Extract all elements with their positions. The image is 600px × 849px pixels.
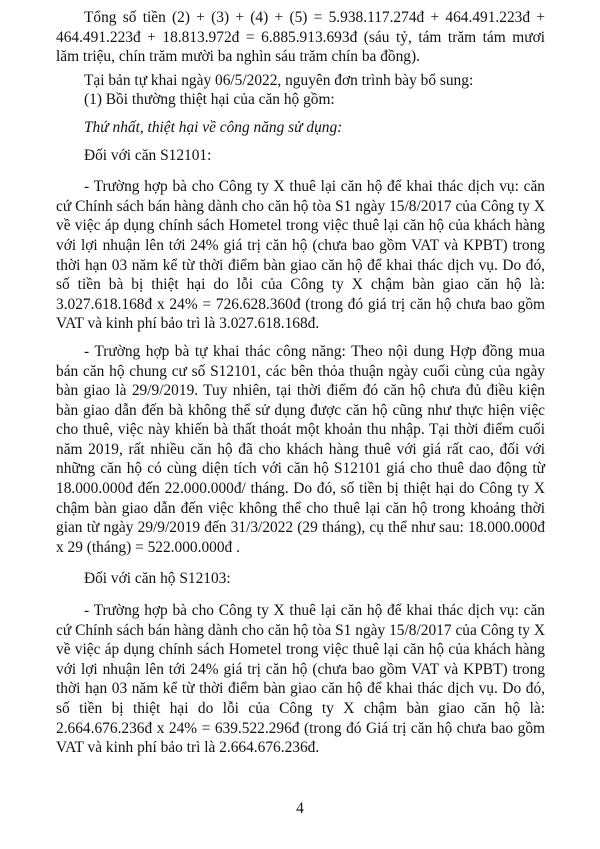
total-amount-paragraph: Tổng số tiền (2) + (3) + (4) + (5) = 5.938.117.274đ + 464.491.223đ + 464.491.223đ + 18.813.972đ = 6.885.913.693đ (sáu tỷ, tám trăm tám mươi lăm triệu, chín trăm mười ba nghìn sáu trăm chín ba đồng). bbox=[56, 9, 545, 66]
s12101-lease-to-company-paragraph: - Trường hợp bà cho Công ty X thuê lại căn hộ để khai thác dịch vụ: căn cứ Chính sách bán hàng dành cho căn hộ tòa S1 ngày 15/8/2017 của Công ty X về việc áp dụng chính sách Hometel trong việc thuê lại căn hộ của khách hàng với lợi nhuận lên tới 24% giá trị căn hộ (chưa bao gồm VAT và KPBT) trong thời hạn 03 năm kể từ thời điểm bàn giao căn hộ để khai thác dịch vụ. Do đó, số tiền bà bị thiệt hại do lỗi của Công ty X chậm bàn giao căn hộ là: 3.027.618.168đ x 24% = 726.628.360đ (trong đó giá trị căn hộ chưa bao gồm VAT và kinh phí bảo trì là 3.027.618.168đ. bbox=[56, 178, 545, 333]
s12101-self-exploit-paragraph: - Trường hợp bà tự khai thác công năng: Theo nội dung Hợp đồng mua bán căn hộ chung cư số S12101, các bên thỏa thuận ngày cuối cùng của ngày bàn giao là 29/9/2019. Tuy nhiên, tại thời điểm đó căn hộ chưa đủ điều kiện bàn giao dẫn đến bà không thể sử dụng được căn hộ cũng như thực hiện việc cho thuê, việc này khiến bà thất thoát một khoản thu nhập. Tại thời điểm cuối năm 2019, rất nhiều căn hộ đã cho khách hàng thuê với giá rất cao, đối với những căn hộ có cùng diện tích với căn hộ S12101 giá cho thuê dao động từ 18.000.000đ đến 22.000.000đ/ tháng. Do đó, số tiền bị thiệt hại do Công ty X chậm bàn giao dẫn đến việc không thể cho thuê lại căn hộ trong khoảng thời gian từ ngày 29/9/2019 đến 31/3/2022 (29 tháng), cụ thể như sau: 18.000.000đ x 29 (tháng) = 522.000.000đ . bbox=[56, 342, 545, 556]
s12103-lease-to-company-paragraph: - Trường hợp bà cho Công ty X thuê lại căn hộ để khai thác dịch vụ: căn cứ Chính sách bán hàng dành cho căn hộ tòa S1 ngày 15/8/2017 của Công ty X về việc áp dụng chính sách Hometel trong việc thuê lại căn hộ của khách hàng với lợi nhuận lên tới 24% giá trị căn hộ (chưa bao gồm VAT và KPBT) trong thời hạn 03 năm kể từ thời điểm bàn giao căn hộ để khai thác dịch vụ. Do đó, số tiền bị thiệt hại do lỗi của Công ty X chậm bàn giao căn hộ là: 2.664.676.236đ x 24% = 639.522.296đ (trong đó Giá trị căn hộ chưa bao gồm VAT và kinh phí bảo trì là 2.664.676.236đ. bbox=[56, 602, 545, 757]
usage-damage-heading: Thứ nhất, thiệt hại về công năng sử dụng: bbox=[84, 118, 343, 136]
apartment-s12101-heading: Đối với căn S12101: bbox=[84, 146, 212, 164]
compensation-heading: (1) Bồi thường thiệt hại của căn hộ gồm: bbox=[84, 91, 335, 109]
supplementary-statement-intro: Tại bản tự khai ngày 06/5/2022, nguyên đơn trình bày bổ sung: bbox=[84, 71, 474, 89]
apartment-s12103-heading: Đối với căn hộ S12103: bbox=[84, 570, 231, 588]
page-number: 4 bbox=[296, 800, 304, 817]
document-page bbox=[56, 8, 545, 758]
